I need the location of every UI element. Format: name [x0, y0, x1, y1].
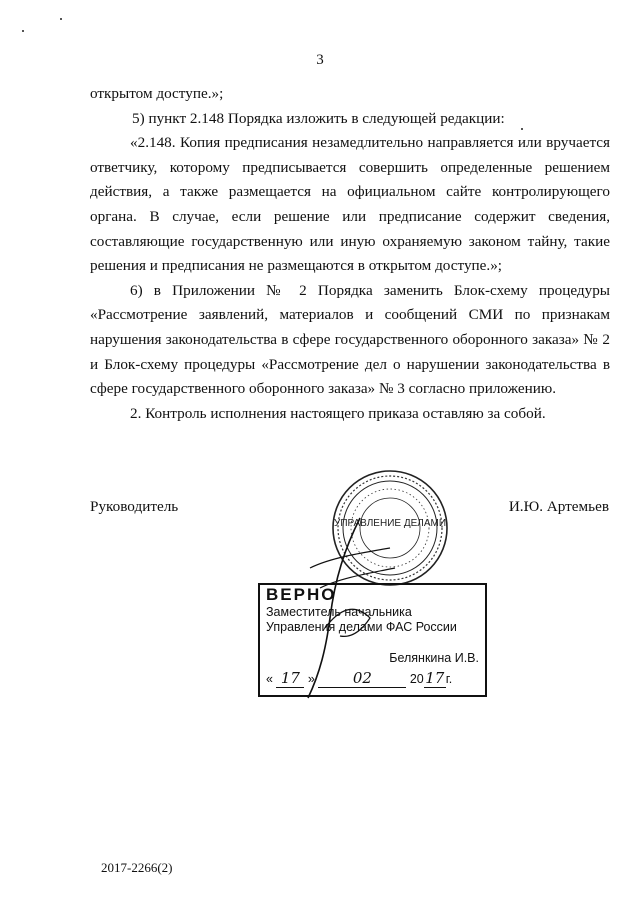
date-year-suffix: 17	[425, 669, 445, 687]
date-year-prefix: 20	[409, 672, 424, 686]
text-line: нарушения законодательства в сфере государственного оборонного заказа» № 2	[90, 330, 610, 348]
stamp-position-line: Заместитель начальника	[266, 605, 412, 619]
text-line: 2. Контроль исполнения настоящего приказа оставляю за собой.	[130, 404, 546, 422]
date-quote-open: «	[266, 672, 273, 686]
stamp-title: ВЕРНО	[266, 585, 337, 604]
scan-speck	[22, 30, 24, 32]
stamp-date	[266, 669, 478, 688]
page-number: 3	[316, 52, 324, 68]
certification-stamp	[258, 583, 487, 697]
scan-speck	[60, 18, 62, 20]
text-line: действия, а также размещается на официальном сайте контролирующего	[90, 183, 610, 201]
date-month: 02	[318, 669, 406, 688]
stamp-signer-name: Белянкина И.В.	[389, 651, 479, 665]
text-line: 5) пункт 2.148 Порядка изложить в следующей редакции:	[132, 109, 505, 127]
scan-speck	[521, 128, 523, 130]
text-line: сфере государственного оборонного заказа» № 3 согласно приложению.	[90, 380, 557, 398]
signatory-name: И.Ю. Артемьев	[508, 498, 609, 515]
seal-center-text: УПРАВЛЕНИЕ ДЕЛАМИ	[333, 518, 447, 529]
text-line: 6) в Приложении № 2 Порядка заменить Блок-схему процедуры	[130, 281, 610, 299]
text-line: решения и предписания не размещаются в открытом доступе.»;	[90, 257, 503, 275]
text-line: составляющие государственную или иную охраняемую законом тайну, такие	[90, 232, 610, 250]
document-body	[90, 82, 610, 426]
date-day: 17	[276, 669, 304, 688]
stamp-department-line: Управления делами ФАС России	[266, 620, 457, 634]
text-line: ответчику, которому предписывается совершить определенные решением	[90, 158, 610, 176]
document-code: 2017-2266(2)	[101, 860, 173, 875]
text-line: и Блок-схему процедуры «Рассмотрение дел о нарушении законодательства в	[90, 355, 610, 373]
text-line: «Рассмотрение заявлений, материалов и сообщений СМИ по признакам	[90, 306, 610, 324]
date-quote-close: »	[307, 672, 315, 686]
text-line: органа. В случае, если решение или предписание содержит сведения,	[90, 207, 610, 225]
date-year-g: г.	[445, 672, 453, 686]
text-line: открытом доступе.»;	[90, 85, 224, 102]
text-line: «2.148. Копия предписания незамедлительно направляется или вручается	[130, 134, 610, 152]
signatory-position: Руководитель	[90, 498, 179, 515]
